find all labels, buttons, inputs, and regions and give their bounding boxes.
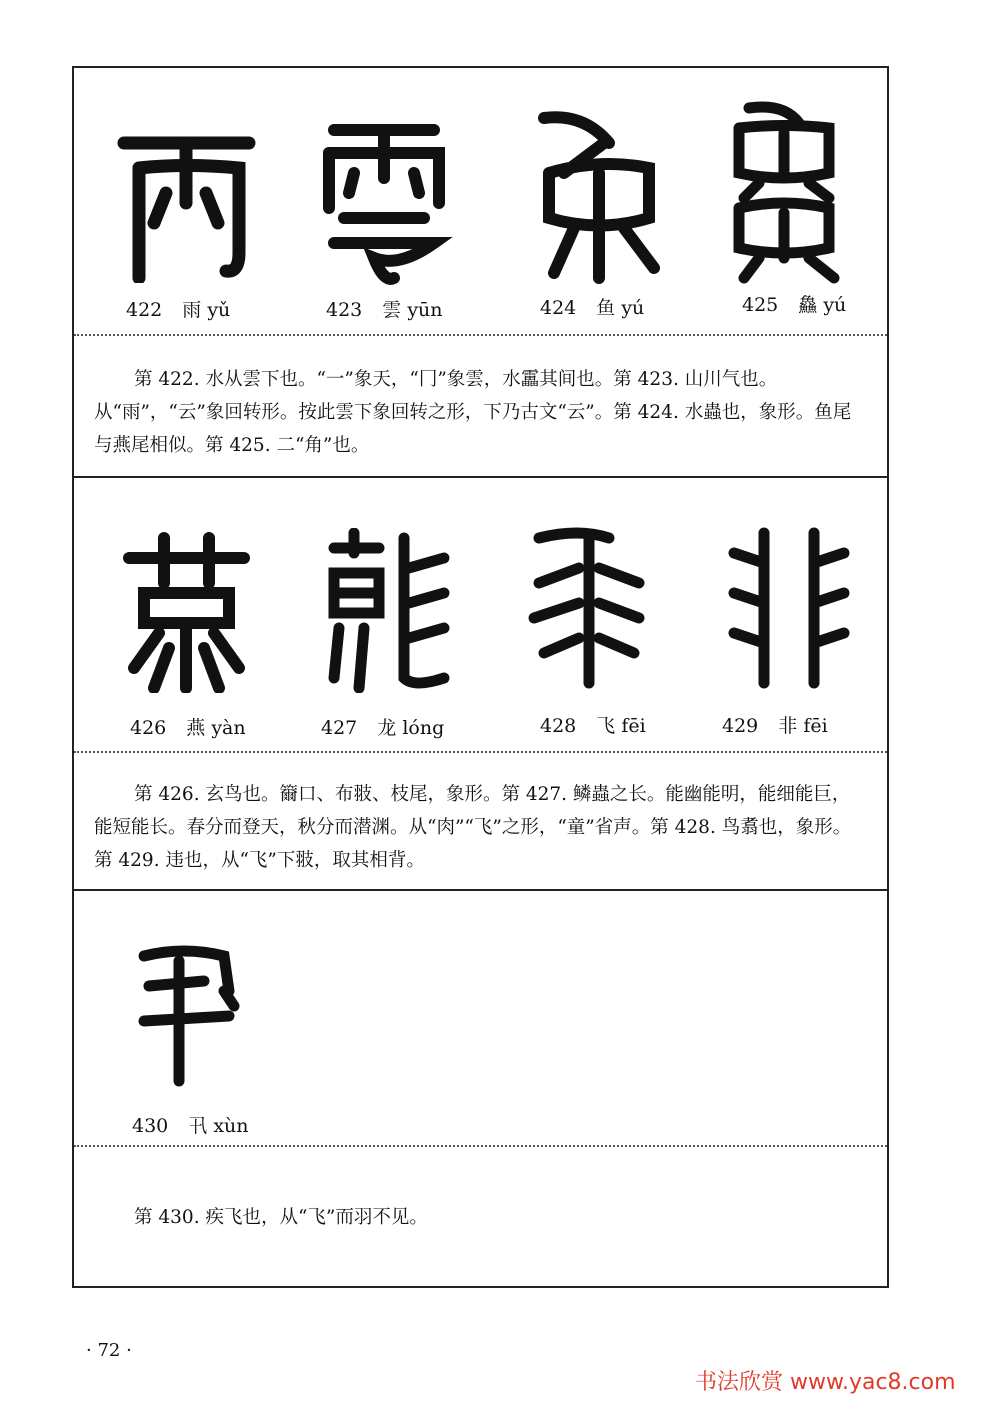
entry-character: 卂	[188, 1115, 208, 1137]
entry-character: 非	[778, 715, 798, 737]
watermark[interactable]: 书法欣赏 www.yac8.com	[695, 1370, 956, 1395]
entry-number: 429	[722, 715, 759, 737]
entry-caption-427	[321, 713, 444, 740]
entry-number: 423	[326, 299, 363, 321]
seal-glyph-428	[519, 523, 649, 693]
entry-pinyin: xùn	[213, 1115, 249, 1137]
entry-number: 428	[540, 715, 577, 737]
divider-dotted	[74, 334, 887, 336]
entry-number: 422	[126, 299, 163, 321]
entry-caption-428	[540, 711, 646, 738]
page-frame	[72, 66, 889, 1288]
seal-glyph-422	[114, 123, 264, 283]
entry-character: 鱼	[596, 297, 616, 319]
entry-character: 飞	[596, 715, 616, 737]
seal-glyph-426	[119, 528, 254, 693]
entry-caption-425	[742, 290, 846, 317]
section-description: 第 430. 疾飞也，从“飞”而羽不见。	[134, 1207, 428, 1228]
entry-character: 龙	[377, 717, 397, 739]
section-description: 第 426. 玄鸟也。籋口、布翄、枝尾，象形。第 427. 鳞蟲之长。能幽能明，能细能巨，能短能长。春分而登天，秋分而潜渊。从“肉”“飞”之形，“童”省声。第 428. 鸟翥也，象形。第 429. 违也，从“飞”下翄，取其相背。	[94, 784, 852, 871]
seal-glyph-429	[724, 523, 854, 693]
section-426-429	[74, 478, 887, 891]
entry-pinyin: yàn	[211, 717, 246, 739]
seal-glyph-423	[314, 118, 454, 288]
entry-caption-422	[126, 295, 230, 322]
entry-number: 427	[321, 717, 358, 739]
entry-character: 燕	[186, 717, 206, 739]
entry-pinyin: fēi	[803, 715, 828, 737]
section-422-425	[74, 68, 887, 478]
entry-caption-426	[130, 713, 246, 740]
entry-caption-429	[722, 711, 828, 738]
section-description: 第 422. 水从雲下也。“一”象天，“冂”象雲，水靁其间也。第 423. 山川气也。从“雨”，“云”象回转形。按此雲下象回转之形，下乃古文“云”。第 424. 水蟲也，象形。鱼尾与燕尾相似。第 425. 二“角”也。	[94, 369, 852, 456]
entry-caption-424	[540, 293, 644, 320]
divider-dotted	[74, 1145, 887, 1147]
seal-glyph-425	[719, 98, 849, 288]
entry-pinyin: fēi	[621, 715, 646, 737]
entry-pinyin: yú	[823, 294, 847, 316]
entry-number: 426	[130, 717, 167, 739]
entry-caption-430	[132, 1111, 249, 1138]
seal-glyph-427	[319, 528, 459, 693]
section-430	[74, 891, 887, 1288]
entry-character: 雨	[182, 299, 202, 321]
entry-character: 雲	[382, 299, 402, 321]
entry-pinyin: yú	[621, 297, 645, 319]
seal-glyph-424	[524, 103, 674, 288]
entry-pinyin: lóng	[402, 717, 445, 739]
entry-pinyin: yǔ	[207, 299, 231, 321]
entry-character: 鱻	[798, 294, 818, 316]
entry-number: 424	[540, 297, 577, 319]
entry-pinyin: yūn	[407, 299, 443, 321]
seal-glyph-430	[129, 936, 249, 1091]
page-number: · 72 ·	[86, 1340, 132, 1361]
entry-number: 430	[132, 1115, 169, 1137]
divider-dotted	[74, 751, 887, 753]
entry-caption-423	[326, 295, 443, 322]
entry-number: 425	[742, 294, 779, 316]
